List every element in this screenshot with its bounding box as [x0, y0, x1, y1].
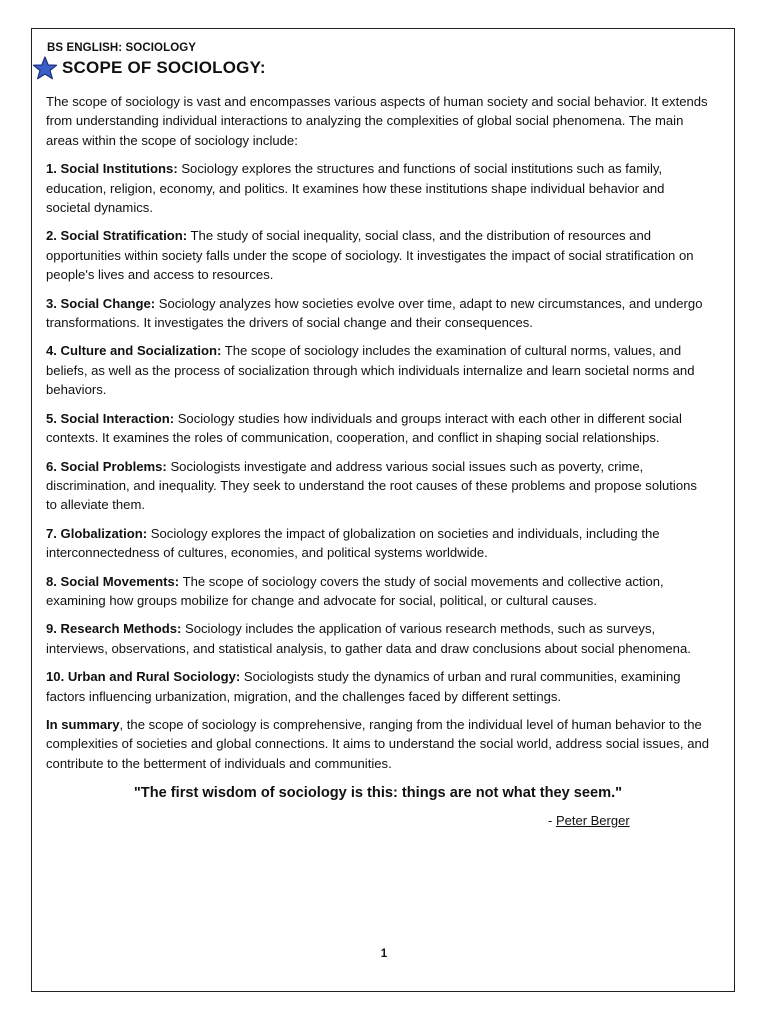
summary-heading: In summary	[46, 716, 120, 732]
section-body: The scope of sociology includes the examination of cultural norms, values, and beliefs, as well as the process of socialization through which individuals internalize and learn societal norms and behaviors.	[46, 343, 695, 398]
document-body	[46, 42, 710, 828]
section-heading: 4. Culture and Socialization:	[46, 343, 222, 359]
section-item	[46, 409, 710, 448]
section-body: Sociologists study the dynamics of urban and rural communities, examining factors influencing urbanization, migration, and the challenges faced by different settings.	[46, 669, 681, 704]
section-item	[46, 457, 710, 515]
section-heading: 2. Social Stratification:	[46, 228, 188, 244]
course-label: BS ENGLISH: SOCIOLOGY	[47, 42, 197, 54]
section-body: Sociology explores the structures and functions of social institutions such as family, education, religion, economy, and politics. It examines how these institutions shape individual behavior and societal dynamics.	[46, 161, 665, 216]
section-item	[46, 341, 710, 399]
quote-text: "The first wisdom of sociology is this: things are not what they seem."	[133, 785, 623, 802]
sections-list	[46, 159, 710, 706]
section-item	[46, 294, 710, 333]
section-item	[46, 667, 710, 706]
section-body: Sociology studies how individuals and groups interact with each other in different social contexts. It examines the roles of communication, cooperation, and conflict in shaping social relationships.	[46, 410, 682, 446]
section-heading: 7. Globalization:	[46, 525, 148, 541]
section-body: Sociology includes the application of various research methods, such as surveys, interviews, observations, and statistical analysis, to gather data and draw conclusions about social phenomena.	[46, 621, 691, 656]
section-body: The scope of sociology covers the study of social movements and collective action, examining how groups mobilize for change and advocate for social, political, or cultural causes.	[46, 573, 664, 608]
quote-author: Peter Berger	[555, 813, 630, 829]
section-heading: 10. Urban and Rural Sociology:	[46, 669, 241, 685]
section-body: Sociologists investigate and address various social issues such as poverty, crime, discrimination, and inequality. They seek to understand the root causes of these problems and propose solutions to alleviate them.	[46, 458, 697, 513]
section-body: Sociology explores the impact of globalization on societies and individuals, including the interconnectedness of cultures, economies, and political systems worldwide.	[46, 525, 660, 561]
section-heading: 5. Social Interaction:	[46, 410, 175, 426]
section-heading: 8. Social Movements:	[46, 573, 180, 589]
section-heading: 9. Research Methods:	[46, 621, 182, 637]
section-item	[46, 619, 710, 658]
section-heading: 1. Social Institutions:	[46, 161, 178, 177]
page-title: SCOPE OF SOCIOLOGY:	[62, 58, 266, 77]
star-icon	[32, 56, 58, 80]
section-body: Sociology analyzes how societies evolve over time, adapt to new circumstances, and undergo transformations. It investigates the drivers of social change and their consequences.	[46, 295, 703, 331]
section-heading: 3. Social Change:	[46, 295, 156, 311]
summary-body: , the scope of sociology is comprehensive, ranging from the individual level of human behavior to the complexities of societies and global connections. It aims to understand the social world, address social issues, and contribute to the betterment of individuals and communities.	[46, 716, 710, 771]
section-item	[46, 159, 710, 217]
title-row	[32, 56, 710, 80]
attribution-dash: -	[548, 813, 556, 829]
section-item	[46, 524, 710, 563]
section-body: The study of social inequality, social class, and the distribution of resources and opportunities within society falls under the scope of sociology. It investigates the impact of social stratification on people's lives and access to resources.	[46, 228, 694, 283]
page-number: 1	[380, 948, 388, 960]
quote-attribution	[46, 813, 710, 828]
section-item	[46, 226, 710, 284]
section-item	[46, 572, 710, 611]
section-heading: 6. Social Problems:	[46, 458, 167, 474]
summary-paragraph	[46, 715, 710, 773]
intro-paragraph: The scope of sociology is vast and encompasses various aspects of human society and social behavior. It extends from understanding individual interactions to analyzing the complexities of global social phenomena. The main areas within the scope of sociology include:	[46, 94, 708, 148]
